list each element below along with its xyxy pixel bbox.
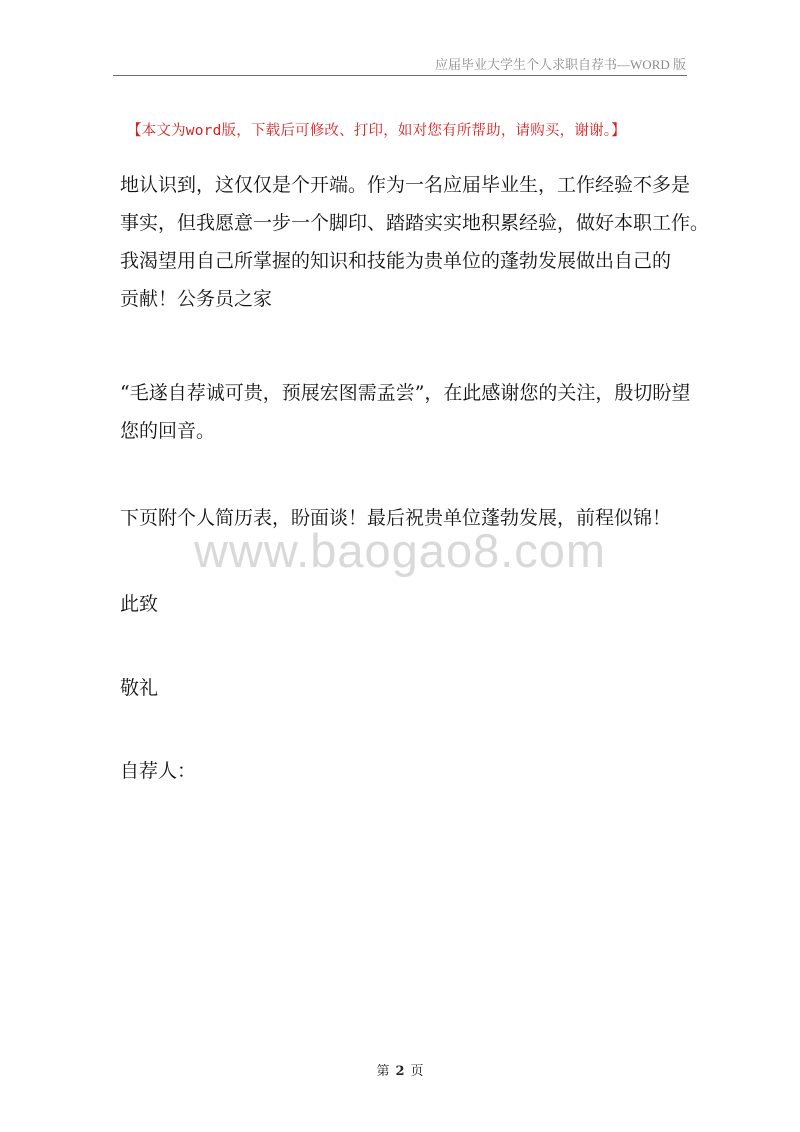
document-header-title: 应届毕业大学生个人求职自荐书—WORD 版 <box>435 57 686 72</box>
signature-label: 自荐人： <box>120 760 197 782</box>
closing-salute: 敬礼 <box>120 677 159 699</box>
watermark: www.baogao8.com <box>193 524 607 577</box>
page-footer <box>0 1060 800 1079</box>
text-line: 您的回音。 <box>120 420 216 442</box>
paragraph-self-intro <box>120 166 710 318</box>
text-line: 下页附个人简历表，盼面谈！最后祝贵单位蓬勃发展，前程似锦！ <box>120 507 672 529</box>
paragraph-thanks <box>120 374 690 450</box>
text-line: 地认识到，这仅仅是个开端。作为一名应届毕业生，工作经验不多是 <box>120 174 691 196</box>
text-line: 我渴望用自己所掌握的知识和技能为贵单位的蓬勃发展做出自己的 <box>120 250 672 272</box>
text-line: “毛遂自荐诚可贵，预展宏图需孟尝”，在此感谢您的关注，殷切盼望 <box>120 382 691 404</box>
purchase-notice: 【本文为word版，下载后可修改、打印，如对您有所帮助，请购买，谢谢。】 <box>127 123 626 139</box>
page-number: 2 <box>395 1064 405 1079</box>
footer-prefix: 第 <box>376 1064 390 1079</box>
header-divider <box>113 75 687 76</box>
text-line: 事实，但我愿意一步一个脚印、踏踏实实地积累经验，做好本职工作。 <box>120 212 710 234</box>
closing-greeting: 此致 <box>120 593 159 615</box>
text-line: 贡献！公务员之家 <box>120 288 273 310</box>
footer-suffix: 页 <box>410 1064 424 1079</box>
